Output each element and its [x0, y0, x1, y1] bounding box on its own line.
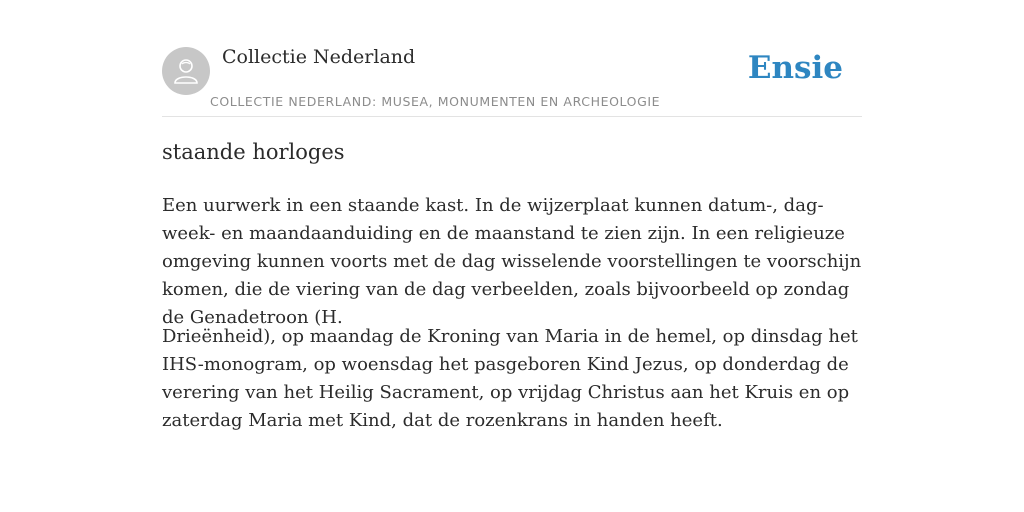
page-title: staande horloges	[162, 140, 345, 164]
header	[162, 46, 862, 117]
user-icon	[171, 56, 201, 86]
brand-logo[interactable]: Ensie	[747, 50, 843, 86]
category-link[interactable]: COLLECTIE NEDERLAND: MUSEA, MONUMENTEN EN ARCHEOLOGIE	[210, 94, 661, 109]
avatar[interactable]	[162, 47, 210, 95]
article-paragraph-2: Drieënheid), op maandag de Kroning van Maria in de hemel, op dinsdag het IHS-monogram, op woensdag het pasgeboren Kind Jezus, op donderdag de verering van het Heilig Sacrament, op vrijdag Christus aan het Kruis en op zaterdag Maria met Kind, dat de rozenkrans in handen heeft.	[162, 326, 858, 431]
author-name[interactable]: Collectie Nederland	[222, 46, 416, 68]
article-paragraph-1: Een uurwerk in een staande kast. In de wijzerplaat kunnen datum-, dag- week- en maandaanduiding en de maanstand te zien zijn. In een religieuze omgeving kunnen voorts met de dag wisselende voorstellingen te voorschijn komen, die de viering van de dag verbeelden, zoals bijvoorbeeld op zondag de Genadetroon (H.	[162, 195, 862, 328]
